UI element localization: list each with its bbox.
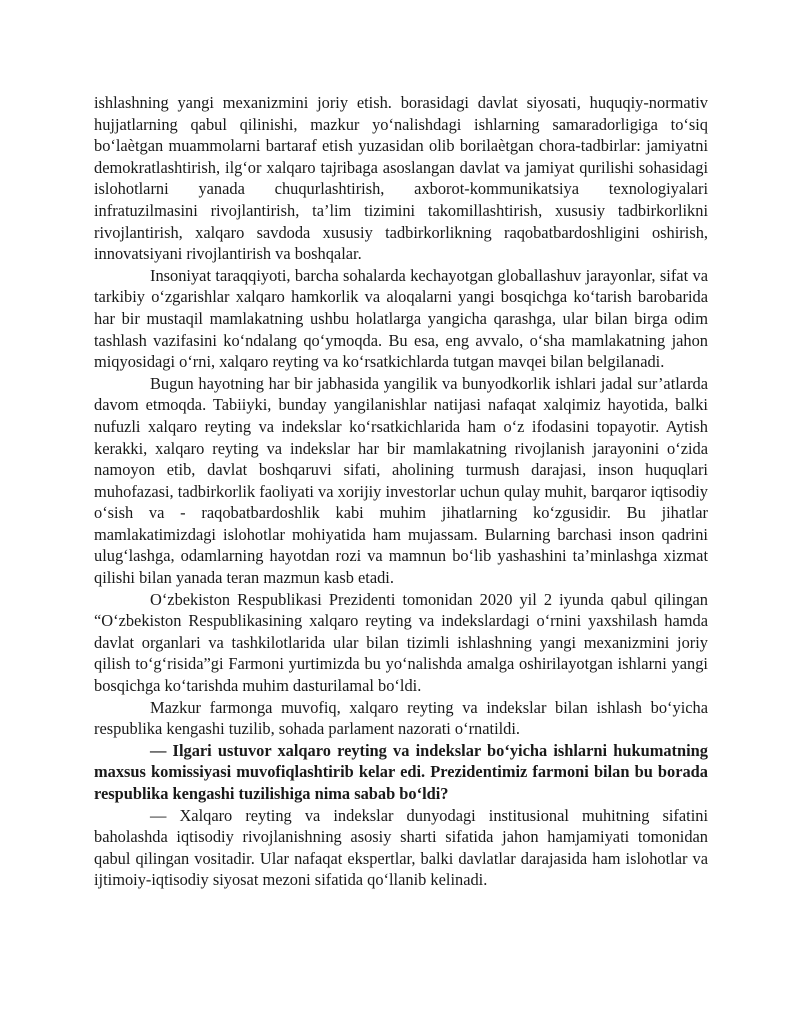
interview-answer: — Xalqaro reyting va indekslar dunyodagi institusional muhitning sifatini baholashda iqtisodiy rivojlanishning asosiy sharti sifatida jahon hamjamiyati tomonidan qabul qilingan vositadir. Ular nafaqat ekspertlar, balki davlatlar darajasida ham islohotlar va ijtimoiy-iqtisodiy siyosat mezoni sifatida qo‘llanib kelinadi.: [94, 805, 708, 890]
paragraph-2: Insoniyat taraqqiyoti, barcha sohalarda kechayotgan globallashuv jarayonlar, sifat va tarkibiy o‘zgarishlar xalqaro hamkorlik va aloqalarni yangi bosqichga ko‘tarish barobarida har bir mustaqil mamlakatning ushbu holatlarga yangicha qarashga, ular bilan birga odim tashlash vazifasini ko‘ndalang qo‘ymoqda. Bu esa, eng avvalo, o‘sha mamlakatning jahon miqyosidagi o‘rni, xalqaro reyting va ko‘rsatkichlarda tutgan mavqei bilan belgilanadi.: [94, 265, 708, 372]
paragraph-4: O‘zbekiston Respublikasi Prezidenti tomonidan 2020 yil 2 iyunda qabul qilingan “O‘zbekiston Respublikasining xalqaro reyting va indekslardagi o‘rnini yaxshilash hamda davlat organlari va tashkilotlarida ular bilan tizimli ishlashning yangi mexanizmini joriy qilish to‘g‘risida”gi Farmoni yurtimizda bu yo‘nalishda amalga oshirilayotgan ishlarni yangi bosqichga ko‘tarishda muhim dasturilamal bo‘ldi.: [94, 589, 708, 696]
document-page: [94, 92, 708, 891]
interview-question: — Ilgari ustuvor xalqaro reyting va indekslar bo‘yicha ishlarni hukumatning maxsus komissiyasi muvofiqlashtirib kelar edi. Prezidentimiz farmoni bilan bu borada respublika kengashi tuzilishiga nima sabab bo‘ldi?: [94, 740, 708, 803]
paragraph-3: Bugun hayotning har bir jabhasida yangilik va bunyodkorlik ishlari jadal sur’atlarda davom etmoqda. Tabiiyki, bunday yangilanishlar natijasi nafaqat xalqimiz hayotida, balki nufuzli xalqaro reyting va indekslar ko‘rsatkichlarida ham o‘z ifodasini topayotir. Aytish kerakki, xalqaro reyting va indekslar har bir mamlakatning rivojlanish jarayonini o‘zida namoyon etib, davlat boshqaruvi sifati, aholining turmush darajasi, inson huquqlari muhofazasi, tadbirkorlik faoliyati va xorijiy investorlar uchun qulay muhit, barqaror iqtisodiy o‘sish va - raqobatbardoshlik kabi muhim jihatlarning ko‘zgusidir. Bu jihatlar mamlakatimizdagi islohotlar mohiyatida ham mujassam. Bularning barchasi inson qadrini ulug‘lashga, odamlarning hayotdan rozi va mamnun bo‘lib yashashini ta’minlashga xizmat qilishi bilan yanada teran mazmun kasb etadi.: [94, 373, 708, 588]
paragraph-5: Mazkur farmonga muvofiq, xalqaro reyting va indekslar bilan ishlash bo‘yicha respublika kengashi tuzilib, sohada parlament nazorati o‘rnatildi.: [94, 697, 708, 739]
paragraph-1: ishlashning yangi mexanizmini joriy etish. borasidagi davlat siyosati, huquqiy-normativ hujjatlarning qabul qilinishi, mazkur yo‘nalishdagi ishlarning samaradorligiga to‘siq bo‘laètgan muammolarni bartaraf etish yuzasidan olib borilaètgan chora-tadbirlar: jamiyatni demokratlashtirish, ilg‘or xalqaro tajribaga asoslangan davlat va jamiyat qurilishi sohasidagi islohotlarni yanada chuqurlashtirish, axborot-kommunikatsiya texnologiyalari infratuzilmasini rivojlantirish, ta’lim tizimini takomillashtirish, xususiy tadbirkorlikni rivojlantirish, xalqaro savdoda xususiy tadbirkorlikning raqobatbardoshligini oshirish, innovatsiyani rivojlantirish va boshqalar.: [94, 93, 708, 264]
